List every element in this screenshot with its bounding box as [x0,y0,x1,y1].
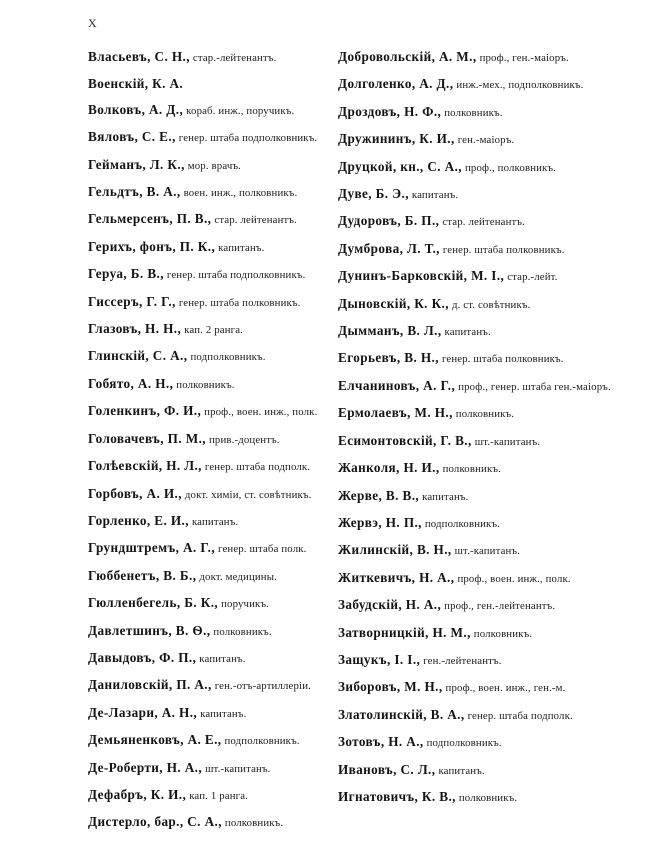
list-item [88,782,338,809]
list-item [88,234,338,261]
person-rank: генер. штаба полковникъ. [441,353,564,366]
list-item [338,345,622,372]
list-item [338,181,622,208]
list-item [338,236,622,263]
person-rank: генер. штаба подполк. [204,461,311,474]
person-name: Военскій, К. А. [88,76,184,92]
list-item [338,208,622,235]
person-rank: капитанъ. [200,707,247,720]
person-rank: капитанъ. [411,189,459,202]
person-rank: докт. химіи, ст. совѣтникъ. [184,488,312,501]
person-name: Долголенко, А. Д., [338,76,454,92]
person-rank: полковникъ. [176,378,235,391]
person-name: Дружининъ, К. И., [338,131,455,147]
person-name: Голенкинъ, Ф. И., [88,403,202,419]
list-item [338,674,622,701]
person-rank: мор. врачъ. [187,159,242,172]
list-item [88,618,338,645]
person-rank: проф., генер. штаба ген.-маіоръ. [458,380,611,393]
person-name: Глинскій, С. А., [88,348,188,364]
person-rank: проф., воен. инж., полк. [204,406,318,419]
person-name: Житкевичъ, Н. А., [338,569,455,585]
person-name: Елчаниновъ, А. Г., [338,377,456,393]
person-name: Гиссеръ, Г. Г., [88,293,176,309]
list-item [338,647,622,674]
list-item [88,700,338,727]
person-name: Гельдтъ, В. А., [88,184,181,200]
list-item [338,154,622,181]
list-item [88,809,338,836]
list-item [88,261,338,288]
list-item [338,99,622,126]
page-number: X [88,16,97,30]
list-item [338,373,622,400]
person-name: Златолинскій, В. А., [338,706,465,722]
person-name: Горбовъ, А. И., [88,485,182,501]
list-item [338,455,622,482]
person-name: Вяловъ, С. Е., [88,129,176,145]
list-item [338,126,622,153]
person-rank: подполковникъ. [424,517,501,530]
list-item [88,535,338,562]
person-rank: полковникъ. [455,408,515,421]
person-name: Друцкой, кн., С. А., [338,158,462,174]
person-rank: докт. медицины. [199,570,277,583]
list-item [338,44,622,71]
person-name: Добровольскій, А. М., [338,49,477,64]
list-item [338,757,622,784]
person-name: Дефабръ, К. И., [88,786,187,802]
person-rank: полковникъ. [213,625,272,638]
list-item [338,729,622,756]
list-item [338,702,622,729]
person-rank: подполковникъ. [426,737,502,750]
person-rank: ген.-маіоръ. [457,134,515,147]
person-rank: ген.-отъ-артиллеріи. [214,680,311,693]
person-name: Герихъ, фонъ, П. К., [88,238,216,254]
person-rank: стар.-лейтенантъ. [192,52,277,64]
person-name: Дыновскій, К. К., [338,295,449,311]
person-rank: проф., полковникъ. [464,161,557,174]
list-item [88,453,338,480]
name-list-column-right [338,44,622,837]
person-name: Дудоровъ, Б. П., [338,213,440,229]
person-name: Гобято, А. Н., [88,375,174,391]
person-rank: капитанъ. [191,515,239,528]
list-item [88,645,338,672]
list-item [88,206,338,233]
list-item [88,426,338,453]
person-name: Жерве, В. В., [338,487,420,503]
person-name: Грундштремъ, А. Г., [88,540,216,556]
person-name: Волковъ, А. Д., [88,101,184,117]
person-name: Жанколя, Н. И., [338,460,440,476]
person-name: Гельмерсенъ, П. В., [88,211,212,227]
person-rank: поручикъ. [221,598,270,611]
person-name: Зиборовъ, М. Н., [338,679,443,695]
person-name: Дуве, Б. Э., [338,186,409,202]
person-rank: проф., ген.-лейтенантъ. [444,600,556,613]
list-item [88,755,338,782]
list-item [338,318,622,345]
person-rank: капитанъ. [218,241,265,254]
person-name: Гюббенетъ, В. Б., [88,567,197,583]
list-item [88,590,338,617]
person-rank: воен. инж., полковникъ. [183,187,298,200]
person-name: Глазовъ, Н. Н., [88,321,182,337]
person-rank: кап. 1 ранга. [189,789,249,802]
person-name: Ермолаевъ, М. Н., [338,405,453,421]
person-name: Дымманъ, В. Л., [338,323,442,339]
list-item [88,727,338,754]
person-rank: полковникъ. [444,106,503,119]
person-name: Даниловскій, П. А., [88,677,212,693]
list-item [338,400,622,427]
person-name: Забудскій, Н. А., [338,597,442,613]
person-rank: генер. штаба полковникъ. [178,296,301,309]
person-rank: генер. штаба подполковникъ. [178,132,318,145]
list-item [338,263,622,290]
person-rank: капитанъ. [199,652,246,665]
list-item [88,124,338,151]
list-item [338,620,622,647]
list-item [88,289,338,316]
name-list-column-left [88,44,338,837]
list-item [338,592,622,619]
person-rank: полковникъ. [224,817,284,830]
person-rank: кап. 2 ранга. [184,324,244,337]
person-name: Гейманъ, Л. К., [88,156,185,172]
person-name: Игнатовичъ, К. В., [338,788,456,804]
list-item [338,565,622,592]
list-item [338,71,622,98]
person-name: Ивановъ, С. Л., [338,761,436,777]
person-name: Власьевъ, С. Н., [88,49,190,64]
person-rank: генер. штаба подполковникъ. [166,269,306,282]
list-item [338,784,622,811]
list-item [88,481,338,508]
person-name: Головачевъ, П. М., [88,430,206,446]
list-item [88,179,338,206]
person-name: Гюлленбегель, Б. К., [88,595,219,611]
person-rank: генер. штаба полковникъ. [442,243,565,256]
person-name: Горленко, Е. И., [88,512,189,528]
person-rank: полковникъ. [442,463,501,476]
person-name: Де-Роберти, Н. А., [88,759,203,775]
person-rank: стар.-лейт. [507,271,558,284]
person-name: Дистерло, бар., С. А., [88,814,222,830]
person-rank: стар. лейтенантъ. [214,214,297,227]
person-rank: капитанъ. [422,490,469,503]
list-item [88,71,338,96]
person-rank: подполковникъ. [190,351,266,364]
person-rank: генер. штаба подполк. [467,709,573,722]
person-name: Есимонтовскій, Г. В., [338,432,472,448]
person-rank: генер. штаба полк. [218,543,307,556]
person-rank: полковникъ. [473,627,533,640]
list-item [88,44,338,71]
person-name: Затворницкій, Н. М., [338,624,471,640]
person-rank: инж.-мех., подполковникъ. [456,79,584,92]
person-rank: подполковникъ. [224,735,300,748]
person-rank: шт.-капитанъ. [454,545,521,558]
person-rank: полковникъ. [458,791,518,804]
list-item [338,537,622,564]
person-name: Геруа, Б. В., [88,266,164,282]
person-rank: прив.-доцентъ. [208,433,280,446]
person-rank: стар. лейтенантъ. [442,216,525,229]
person-rank: проф., воен. инж., ген.-м. [445,682,566,695]
person-name: Дроздовъ, Н. Ф., [338,103,442,119]
person-rank: проф., воен. инж., полк. [457,572,571,585]
list-item [88,672,338,699]
list-item [88,152,338,179]
list-item [88,398,338,425]
person-rank: капитанъ. [438,764,485,777]
person-name: Жилинскій, В. Н., [338,542,452,558]
list-item [338,291,622,318]
person-name: Демьяненковъ, А. Е., [88,732,222,748]
person-name: Зотовъ, Н. А., [338,734,424,750]
person-name: Голѣевскій, Н. Л., [88,458,202,474]
list-item [88,343,338,370]
list-item [338,483,622,510]
person-rank: капитанъ. [444,326,491,339]
list-item [88,563,338,590]
person-name: Жервэ, Н. П., [338,514,422,530]
person-name: Защукъ, І. І., [338,651,421,667]
list-item [88,97,338,124]
person-rank: шт.-капитанъ. [474,435,541,448]
person-rank: кораб. инж., поручикъ. [186,104,295,117]
person-name: Думброва, Л. Т., [338,240,440,256]
list-item [338,510,622,537]
person-rank: шт.-капитанъ. [205,762,271,775]
person-rank: проф., ген.-маіоръ. [479,52,569,64]
list-item [88,316,338,343]
person-name: Де-Лазари, А. Н., [88,704,198,720]
person-name: Егорьевъ, В. Н., [338,350,439,366]
person-name: Давыдовъ, Ф. П., [88,649,197,665]
person-rank: д. ст. совѣтникъ. [451,298,531,311]
person-name: Дунинъ-Барковскій, М. І., [338,268,505,284]
person-name: Давлетшинъ, В. Ѳ., [88,622,211,638]
list-item [88,508,338,535]
list-item [338,428,622,455]
list-item [88,371,338,398]
name-list [88,44,622,837]
person-rank: ген.-лейтенантъ. [423,654,502,667]
